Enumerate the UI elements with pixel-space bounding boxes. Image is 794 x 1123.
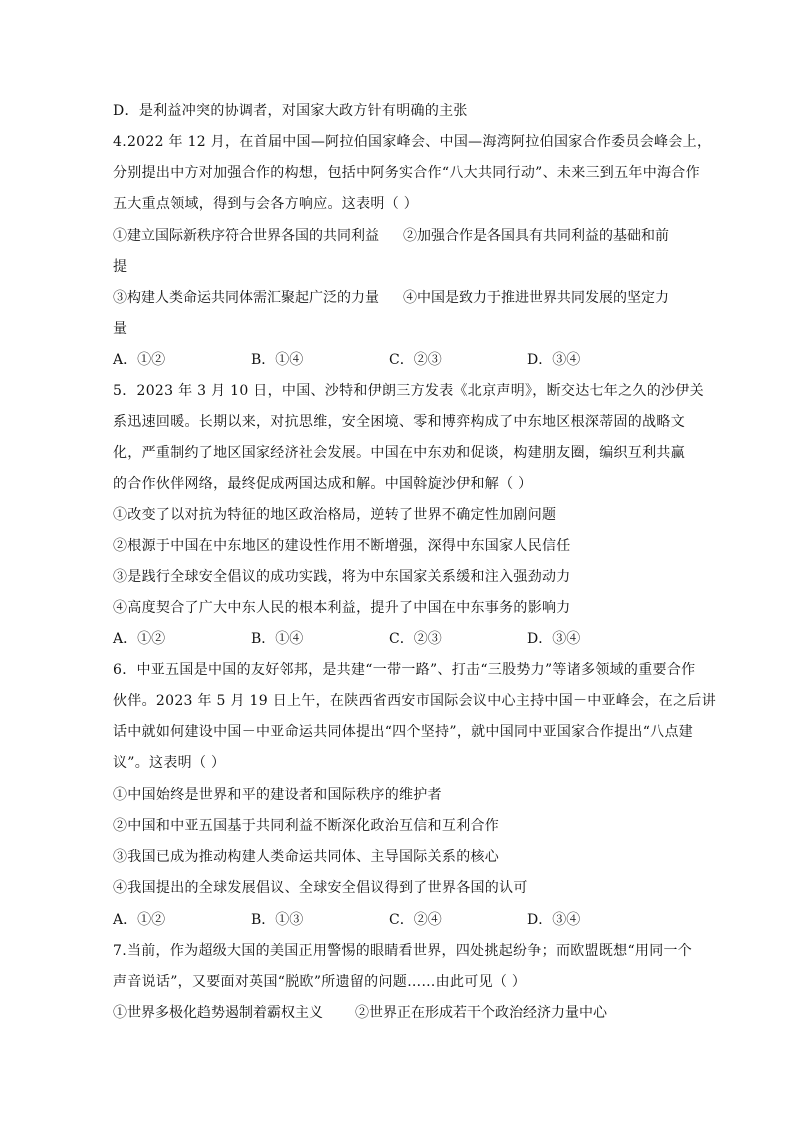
- q6-option-a[interactable]: A．①②: [113, 912, 166, 928]
- q5-option-c[interactable]: C．②③: [389, 631, 442, 647]
- q5-stem-line: 的合作伙伴网络，最终促成两国达成和解。中国斡旋沙伊和解（ ）: [113, 476, 533, 492]
- q4-item-3: ③构建人类命运共同体需汇聚起广泛的力量: [113, 290, 379, 306]
- q5-item-1: ①改变了以对抗为特征的地区政治格局，逆转了世界不确定性加剧问题: [113, 507, 557, 523]
- q6-item-1: ①中国始终是世界和平的建设者和国际秩序的维护者: [113, 787, 442, 803]
- q6-stem-line: 6．中亚五国是中国的友好邻邦，是共建“一带一路”、打击“三股势力”等诸多领域的重要合作: [113, 662, 696, 678]
- q6-option-c[interactable]: C．②④: [389, 912, 442, 928]
- q6-item-2: ②中国和中亚五国基于共同利益不断深化政治互信和互利合作: [113, 818, 500, 834]
- q5-stem-line: 系迅速回暖。长期以来，对抗思维，安全困境、零和博弈构成了中东地区根深蒂固的战略文: [113, 414, 685, 430]
- q4-item-2: ②加强合作是各国具有共同利益的基础和前: [403, 228, 669, 244]
- q6-stem-line: 议”。这表明（ ）: [113, 755, 226, 771]
- q6-stem-line: 话中就如何建设中国－中亚命运共同体提出“四个坚持”，就中国同中亚国家合作提出“八点建: [113, 724, 694, 740]
- q5-option-b[interactable]: B．①④: [251, 631, 304, 647]
- q4-items-row: [113, 226, 713, 246]
- q7-item-1: ①世界多极化趋势遏制着霸权主义: [113, 1005, 323, 1021]
- q4-options: [113, 350, 713, 370]
- q5-option-d[interactable]: D．③④: [527, 631, 581, 647]
- q4-items-row: [113, 288, 713, 308]
- q5-options: [113, 629, 713, 649]
- q7-stem-line: 声音说话”，又要面对英国“脱欧”所遗留的问题……由此可见（ ）: [113, 974, 527, 990]
- q4-item-4: ④中国是致力于推进世界共同发展的坚定力: [403, 290, 669, 306]
- q4-option-c[interactable]: C．②③: [389, 352, 442, 368]
- q7-stem-line: 7.当前，作为超级大国的美国正用警惕的眼睛看世界，四处挑起纷争；而欧盟既想“用同一个: [113, 943, 693, 959]
- q5-item-2: ②根源于中国在中东地区的建设性作用不断增强，深得中东国家人民信任: [113, 538, 571, 554]
- q6-options: [113, 910, 713, 930]
- q4-option-a[interactable]: A．①②: [113, 352, 166, 368]
- q5-stem-line: 5．2023 年 3 月 10 日，中国、沙特和伊朗三方发表《北京声明》，断交达七年之久的沙伊关: [113, 383, 704, 399]
- q6-item-4: ④我国提出的全球发展倡议、全球安全倡议得到了世界各国的认可: [113, 880, 528, 896]
- q6-option-d[interactable]: D．③④: [527, 912, 581, 928]
- q4-stem-line: 五大重点领域，得到与会各方响应。这表明（ ）: [113, 196, 419, 212]
- q6-item-3: ③我国已成为推动构建人类命运共同体、主导国际关系的核心: [113, 849, 500, 865]
- q5-item-4: ④高度契合了广大中东人民的根本利益，提升了中国在中东事务的影响力: [113, 600, 571, 616]
- q5-option-a[interactable]: A．①②: [113, 631, 166, 647]
- q5-stem-line: 化，严重制约了地区国家经济社会发展。中国在中东劝和促谈，构建朋友圈，编织互利共赢: [113, 445, 685, 461]
- q4-option-b[interactable]: B．①④: [251, 352, 304, 368]
- q6-option-b[interactable]: B．①③: [251, 912, 304, 928]
- q4-item-1: ①建立国际新秩序符合世界各国的共同利益: [113, 228, 379, 244]
- q4-item-4-wrap: 量: [113, 321, 128, 337]
- q6-stem-line: 伙伴。2023 年 5 月 19 日上午，在陕西省西安市国际会议中心主持中国－中亚峰会，在之后讲: [113, 693, 716, 709]
- q7-item-2: ②世界正在形成若干个政治经济力量中心: [355, 1005, 607, 1021]
- q7-items-row: [113, 1003, 713, 1023]
- q5-item-3: ③是践行全球安全倡议的成功实践，将为中东国家关系缓和注入强劲动力: [113, 569, 571, 585]
- q3-option-d: D．是利益冲突的协调者，对国家大政方针有明确的主张: [113, 103, 468, 119]
- q4-stem-line: 4.2022 年 12 月，在首届中国—阿拉伯国家峰会、中国—海湾阿拉伯国家合作委员会峰会上，: [113, 134, 712, 150]
- q4-item-2-wrap: 提: [113, 259, 128, 275]
- q4-stem-line: 分别提出中方对加强合作的构想，包括中阿务实合作“八大共同行动”、未来三到五年中海合作: [113, 165, 700, 181]
- q4-option-d[interactable]: D．③④: [527, 352, 581, 368]
